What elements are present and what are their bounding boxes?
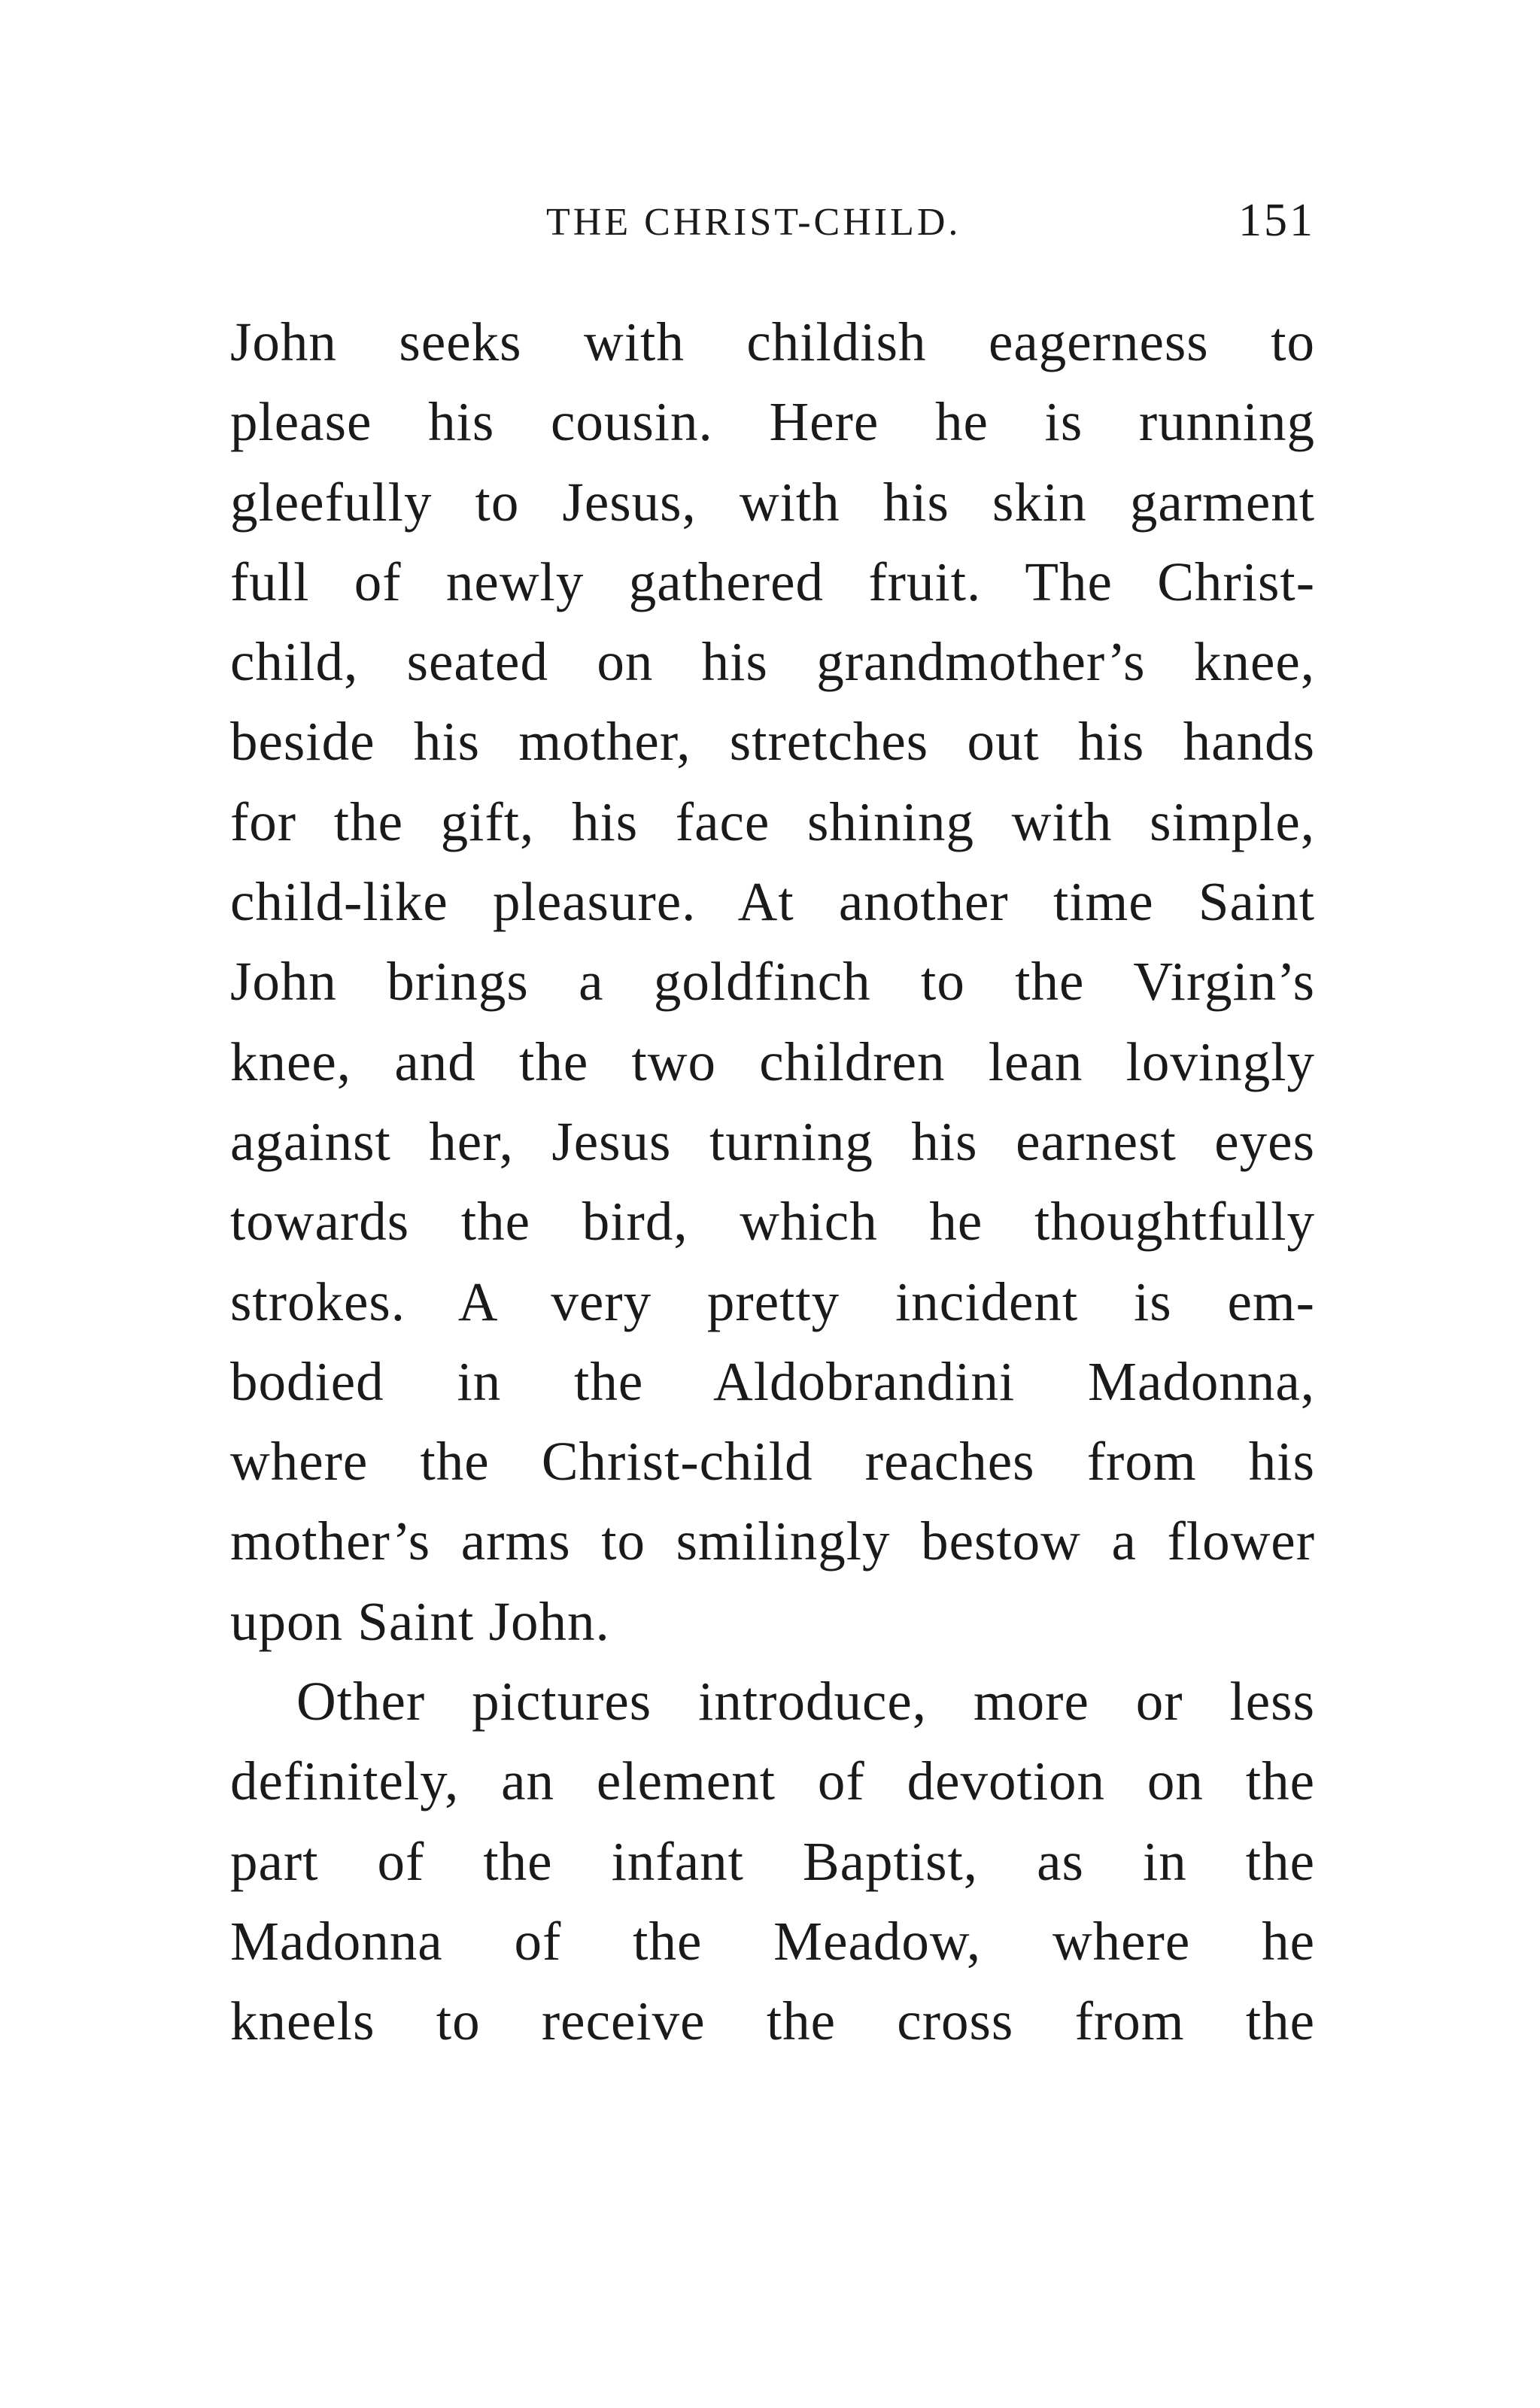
paragraph-end-line: upon Saint John. — [230, 1590, 610, 1652]
text-line: child-like pleasure. At another time Saint — [230, 871, 1315, 933]
text-line: kneels to receive the cross from the — [230, 1990, 1315, 2052]
text-line: bodied in the Aldobrandini Madonna, — [230, 1350, 1315, 1412]
text-line: gleefully to Jesus, with his skin garment — [230, 471, 1315, 533]
text-line: Madonna of the Meadow, where he — [230, 1910, 1315, 1972]
text-line: mother’s arms to smilingly bestow a flower — [230, 1511, 1315, 1572]
text-line: John brings a goldfinch to the Virgin’s — [230, 951, 1315, 1013]
paragraph-first-line: Other pictures introduce, more or less — [296, 1671, 1315, 1732]
text-line: towards the bird, which he thoughtfully — [230, 1191, 1315, 1253]
running-title: THE CHRIST-CHILD. — [546, 201, 961, 244]
text-line: full of newly gathered fruit. The Christ- — [230, 551, 1315, 612]
text-line: child, seated on his grandmother’s knee, — [230, 631, 1315, 693]
text-line: please his cousin. Here he is running — [230, 391, 1315, 453]
text-line: strokes. A very pretty incident is em- — [230, 1271, 1315, 1332]
text-line: against her, Jesus turning his earnest eyes — [230, 1110, 1315, 1172]
running-head — [230, 195, 1315, 260]
text-line: beside his mother, stretches out his hands — [230, 711, 1315, 773]
text-line: part of the infant Baptist, as in the — [230, 1830, 1315, 1892]
page-number: 151 — [1238, 195, 1315, 246]
text-line: definitely, an element of devotion on the — [230, 1751, 1315, 1812]
text-line: knee, and the two children lean lovingly — [230, 1031, 1315, 1092]
text-line: for the gift, his face shining with simple, — [230, 791, 1315, 852]
text-line: John seeks with childish eagerness to — [230, 311, 1315, 372]
body-text — [230, 302, 1315, 2062]
text-line: where the Christ-child reaches from his — [230, 1431, 1315, 1492]
